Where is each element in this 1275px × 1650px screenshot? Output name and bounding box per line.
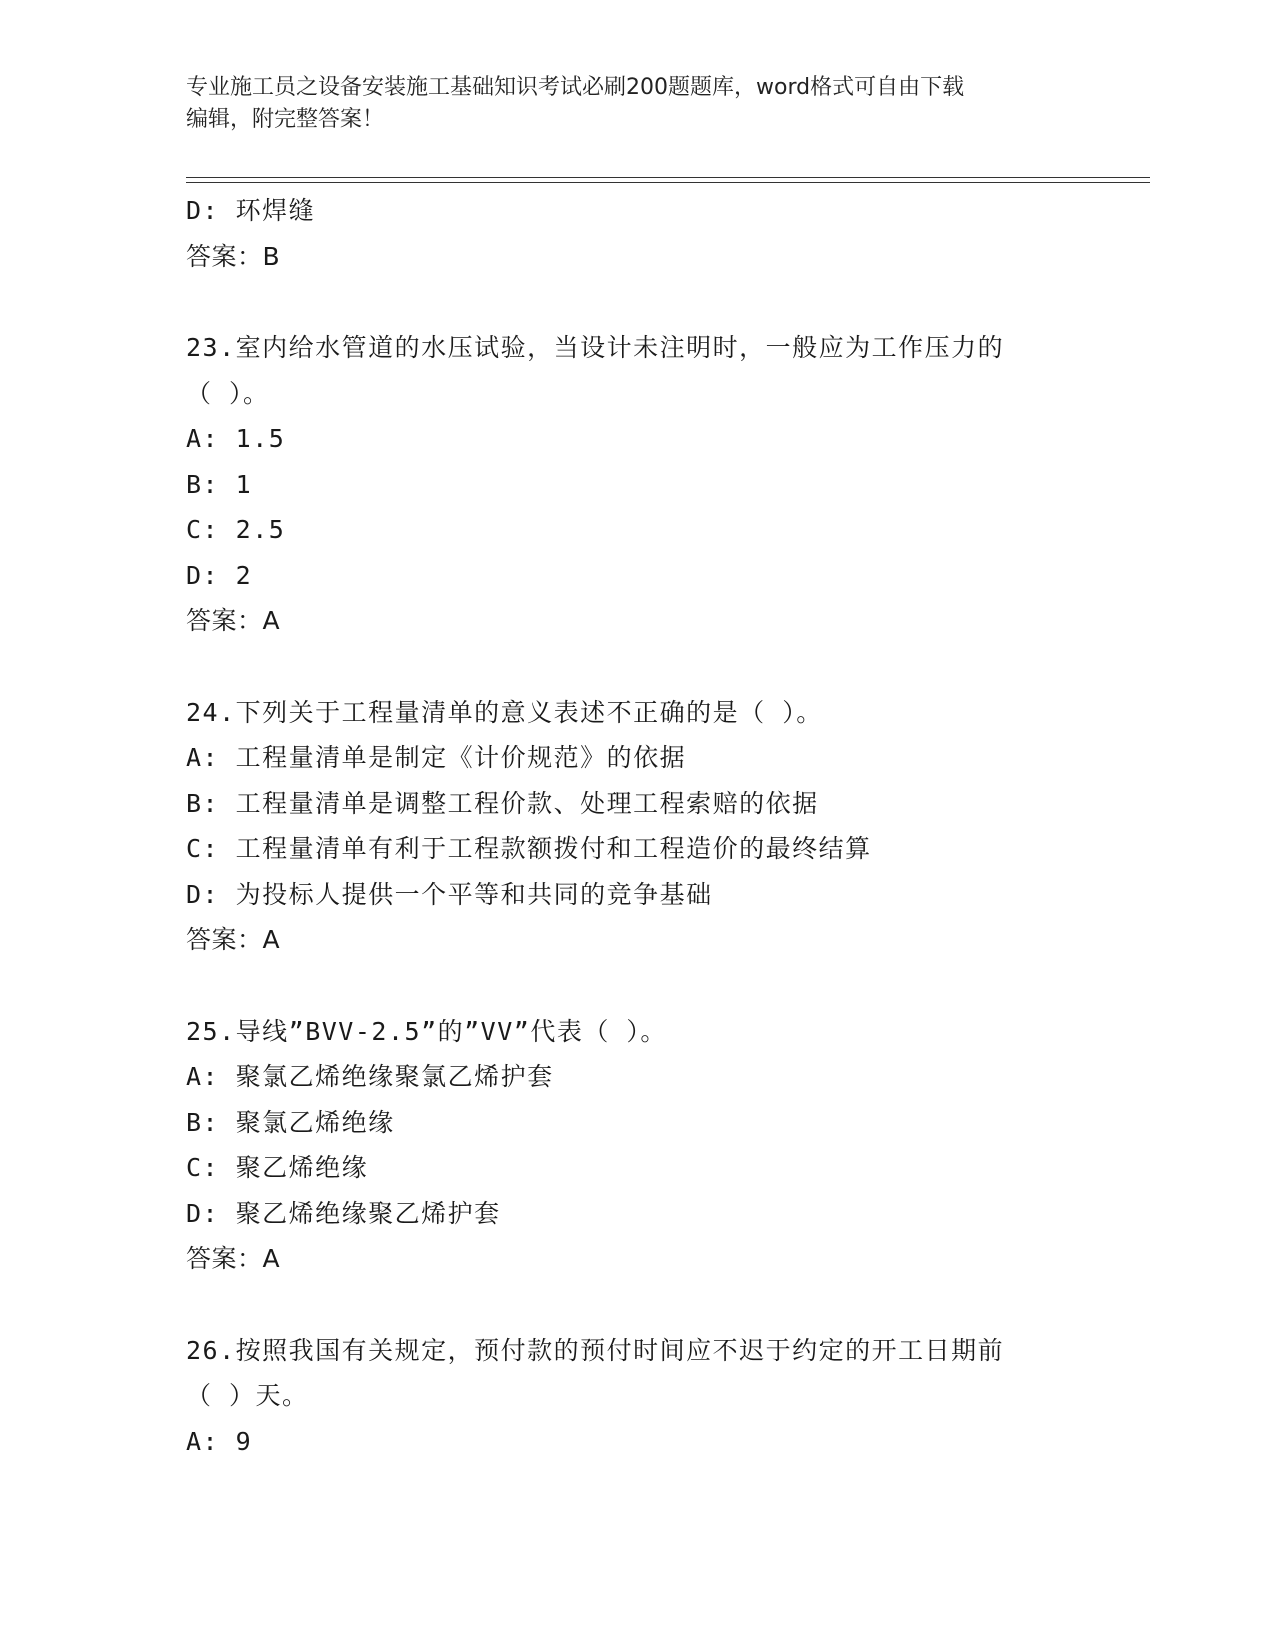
question-text: 23.室内给水管道的水压试验，当设计未注明时，一般应为工作压力的	[186, 333, 1005, 362]
spacer	[186, 963, 1086, 1009]
spacer	[186, 644, 1086, 690]
option-d: D: 为投标人提供一个平等和共同的竞争基础	[186, 879, 713, 909]
question-text-continued: （ ）。	[186, 378, 270, 408]
header-title-line-1: 专业施工员之设备安装施工基础知识考试必刷200题题库，word格式可自由下载	[186, 75, 965, 100]
spacer	[186, 1282, 1086, 1328]
option-a: A: 9	[186, 1426, 253, 1456]
header-divider-bottom	[186, 182, 1150, 183]
header-title-line-2: 编辑，附完整答案！	[186, 107, 385, 132]
document-header	[186, 72, 1086, 136]
option-b: B: 聚氯乙烯绝缘	[186, 1107, 395, 1137]
option-d: D: 2	[186, 560, 253, 590]
option-a: A: 1.5	[186, 424, 286, 453]
question-26	[186, 1328, 1086, 1465]
answer-line: 答案：A	[186, 1244, 281, 1273]
option-d: D: 聚乙烯绝缘聚乙烯护套	[186, 1198, 501, 1228]
question-text: 25.导线”BVV-2.5”的”VV”代表（ ）。	[186, 1016, 667, 1046]
option-c: C: 工程量清单有利于工程款额拨付和工程造价的最终结算	[186, 834, 872, 863]
question-23	[186, 325, 1086, 644]
question-list	[186, 188, 1086, 1464]
answer-line: 答案：A	[186, 606, 281, 635]
question-24	[186, 690, 1086, 963]
question-text: 26.按照我国有关规定，预付款的预付时间应不迟于约定的开工日期前	[186, 1335, 1005, 1365]
question-text: 24.下列关于工程量清单的意义表述不正确的是（ ）。	[186, 697, 823, 727]
option-a: A: 工程量清单是制定《计价规范》的依据	[186, 743, 687, 772]
option-c: C: 2.5	[186, 515, 286, 544]
option-b: B: 工程量清单是调整工程价款、处理工程索赔的依据	[186, 788, 819, 818]
option-c: C: 聚乙烯绝缘	[186, 1153, 369, 1182]
option-d: D: 环焊缝	[186, 196, 316, 225]
spacer	[186, 279, 1086, 325]
question-text-continued: （ ）天。	[186, 1381, 309, 1410]
option-b: B: 1	[186, 469, 253, 499]
question-25	[186, 1009, 1086, 1282]
option-a: A: 聚氯乙烯绝缘聚氯乙烯护套	[186, 1062, 554, 1091]
answer-line: 答案：B	[186, 241, 281, 271]
header-divider-top	[186, 177, 1150, 178]
answer-line: 答案：A	[186, 925, 281, 954]
